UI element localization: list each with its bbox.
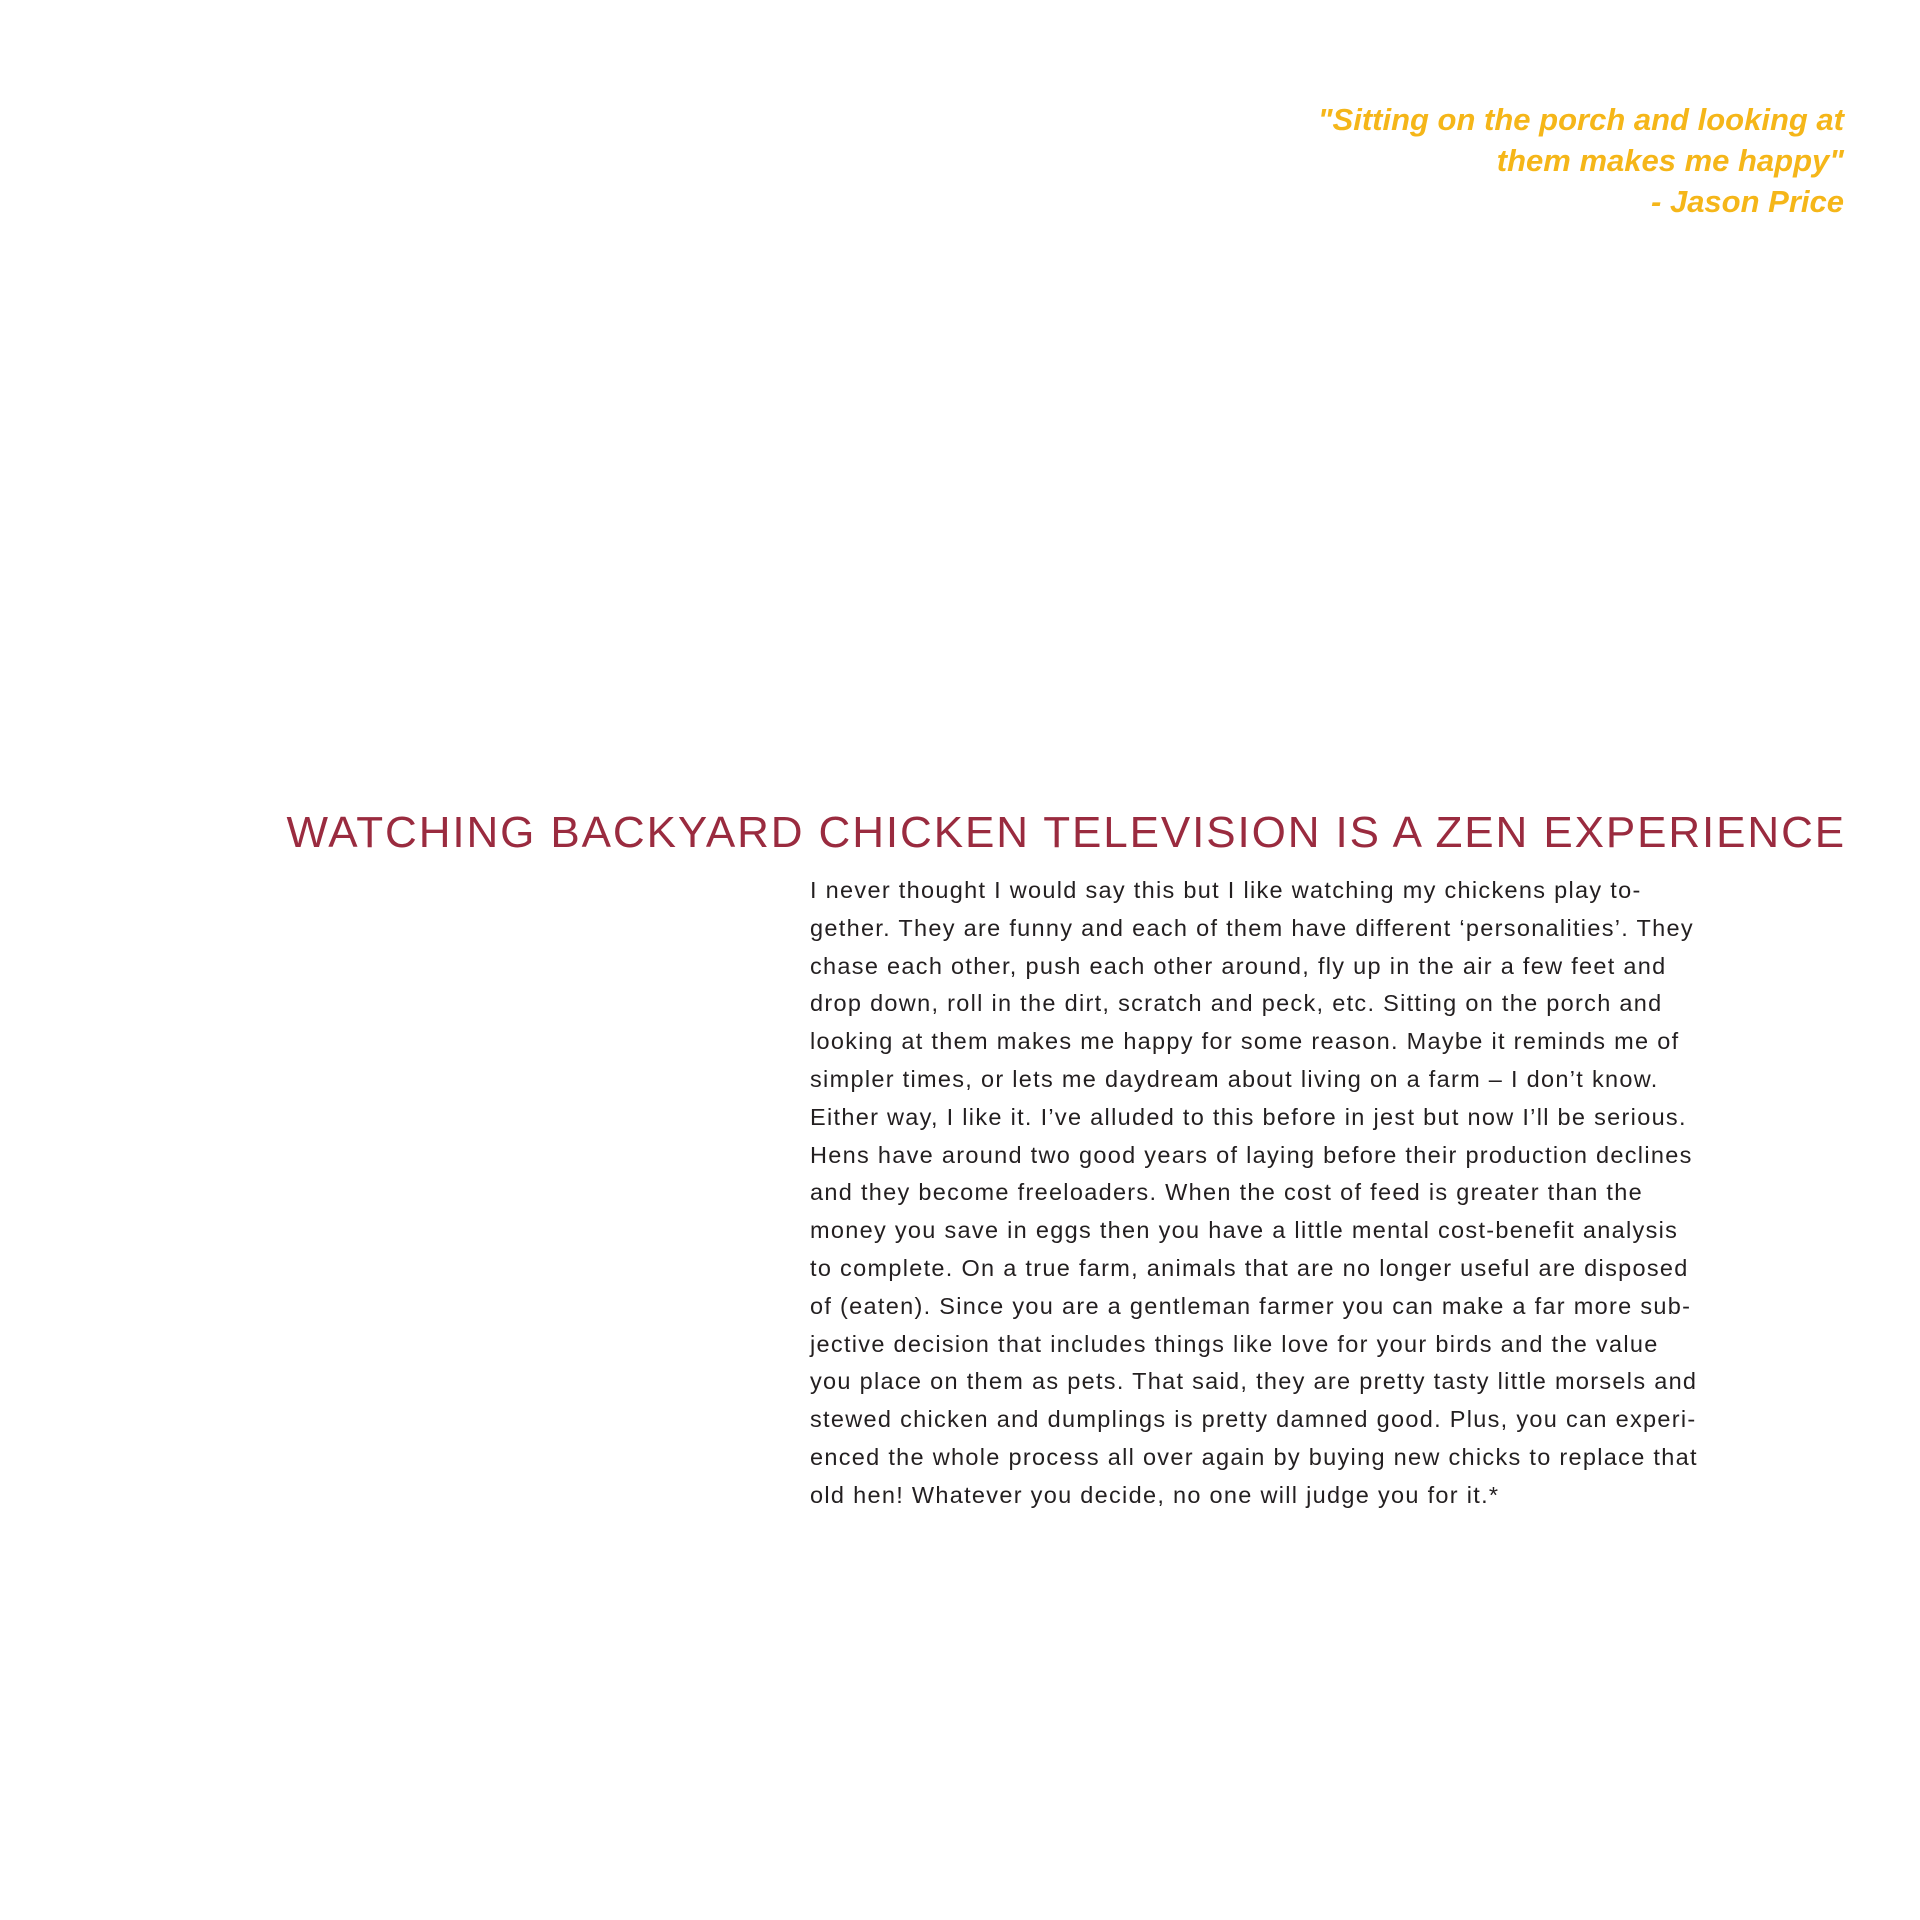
body-line: simpler times, or lets me daydream about living on a farm – I don’t know. xyxy=(810,1065,1659,1092)
body-line: to complete. On a true farm, animals that are no longer useful are disposed xyxy=(810,1254,1689,1281)
body-line: Hens have around two good years of laying before their production declines xyxy=(810,1141,1693,1168)
body-line: Either way, I like it. I’ve alluded to this before in jest but now I’ll be serious. xyxy=(810,1103,1687,1130)
body-line: drop down, roll in the dirt, scratch and peck, etc. Sitting on the porch and xyxy=(810,990,1663,1017)
body-line: stewed chicken and dumplings is pretty damned good. Plus, you can experi- xyxy=(810,1406,1697,1433)
article-heading: WATCHING BACKYARD CHICKEN TELEVISION IS A ZEN EXPERIENCE xyxy=(286,808,1846,857)
body-line: I never thought I would say this but I like watching my chickens play to- xyxy=(810,877,1642,903)
body-line: old hen! Whatever you decide, no one will judge you for it.* xyxy=(810,1481,1500,1508)
pull-quote-attribution: - Jason Price xyxy=(1651,184,1844,219)
body-line: looking at them makes me happy for some reason. Maybe it reminds me of xyxy=(810,1028,1680,1055)
pull-quote-line: "Sitting on the porch and looking at xyxy=(1317,102,1844,137)
body-line: of (eaten). Since you are a gentleman farmer you can make a far more sub- xyxy=(810,1292,1692,1319)
body-line: gether. They are funny and each of them have different ‘personalities’. They xyxy=(810,914,1694,941)
body-line: jective decision that includes things like love for your birds and the value xyxy=(810,1330,1659,1357)
pull-quote-line: them makes me happy" xyxy=(1496,143,1844,178)
body-line: enced the whole process all over again by buying new chicks to replace that xyxy=(810,1443,1698,1470)
pull-quote xyxy=(1318,99,1844,222)
body-line: you place on them as pets. That said, they are pretty tasty little morsels and xyxy=(810,1368,1698,1395)
article-body xyxy=(810,872,1698,1515)
body-line: chase each other, push each other around, fly up in the air a few feet and xyxy=(810,952,1667,979)
body-line: and they become freeloaders. When the cost of feed is greater than the xyxy=(810,1179,1644,1206)
body-line: money you save in eggs then you have a little mental cost-benefit analysis xyxy=(810,1217,1679,1244)
